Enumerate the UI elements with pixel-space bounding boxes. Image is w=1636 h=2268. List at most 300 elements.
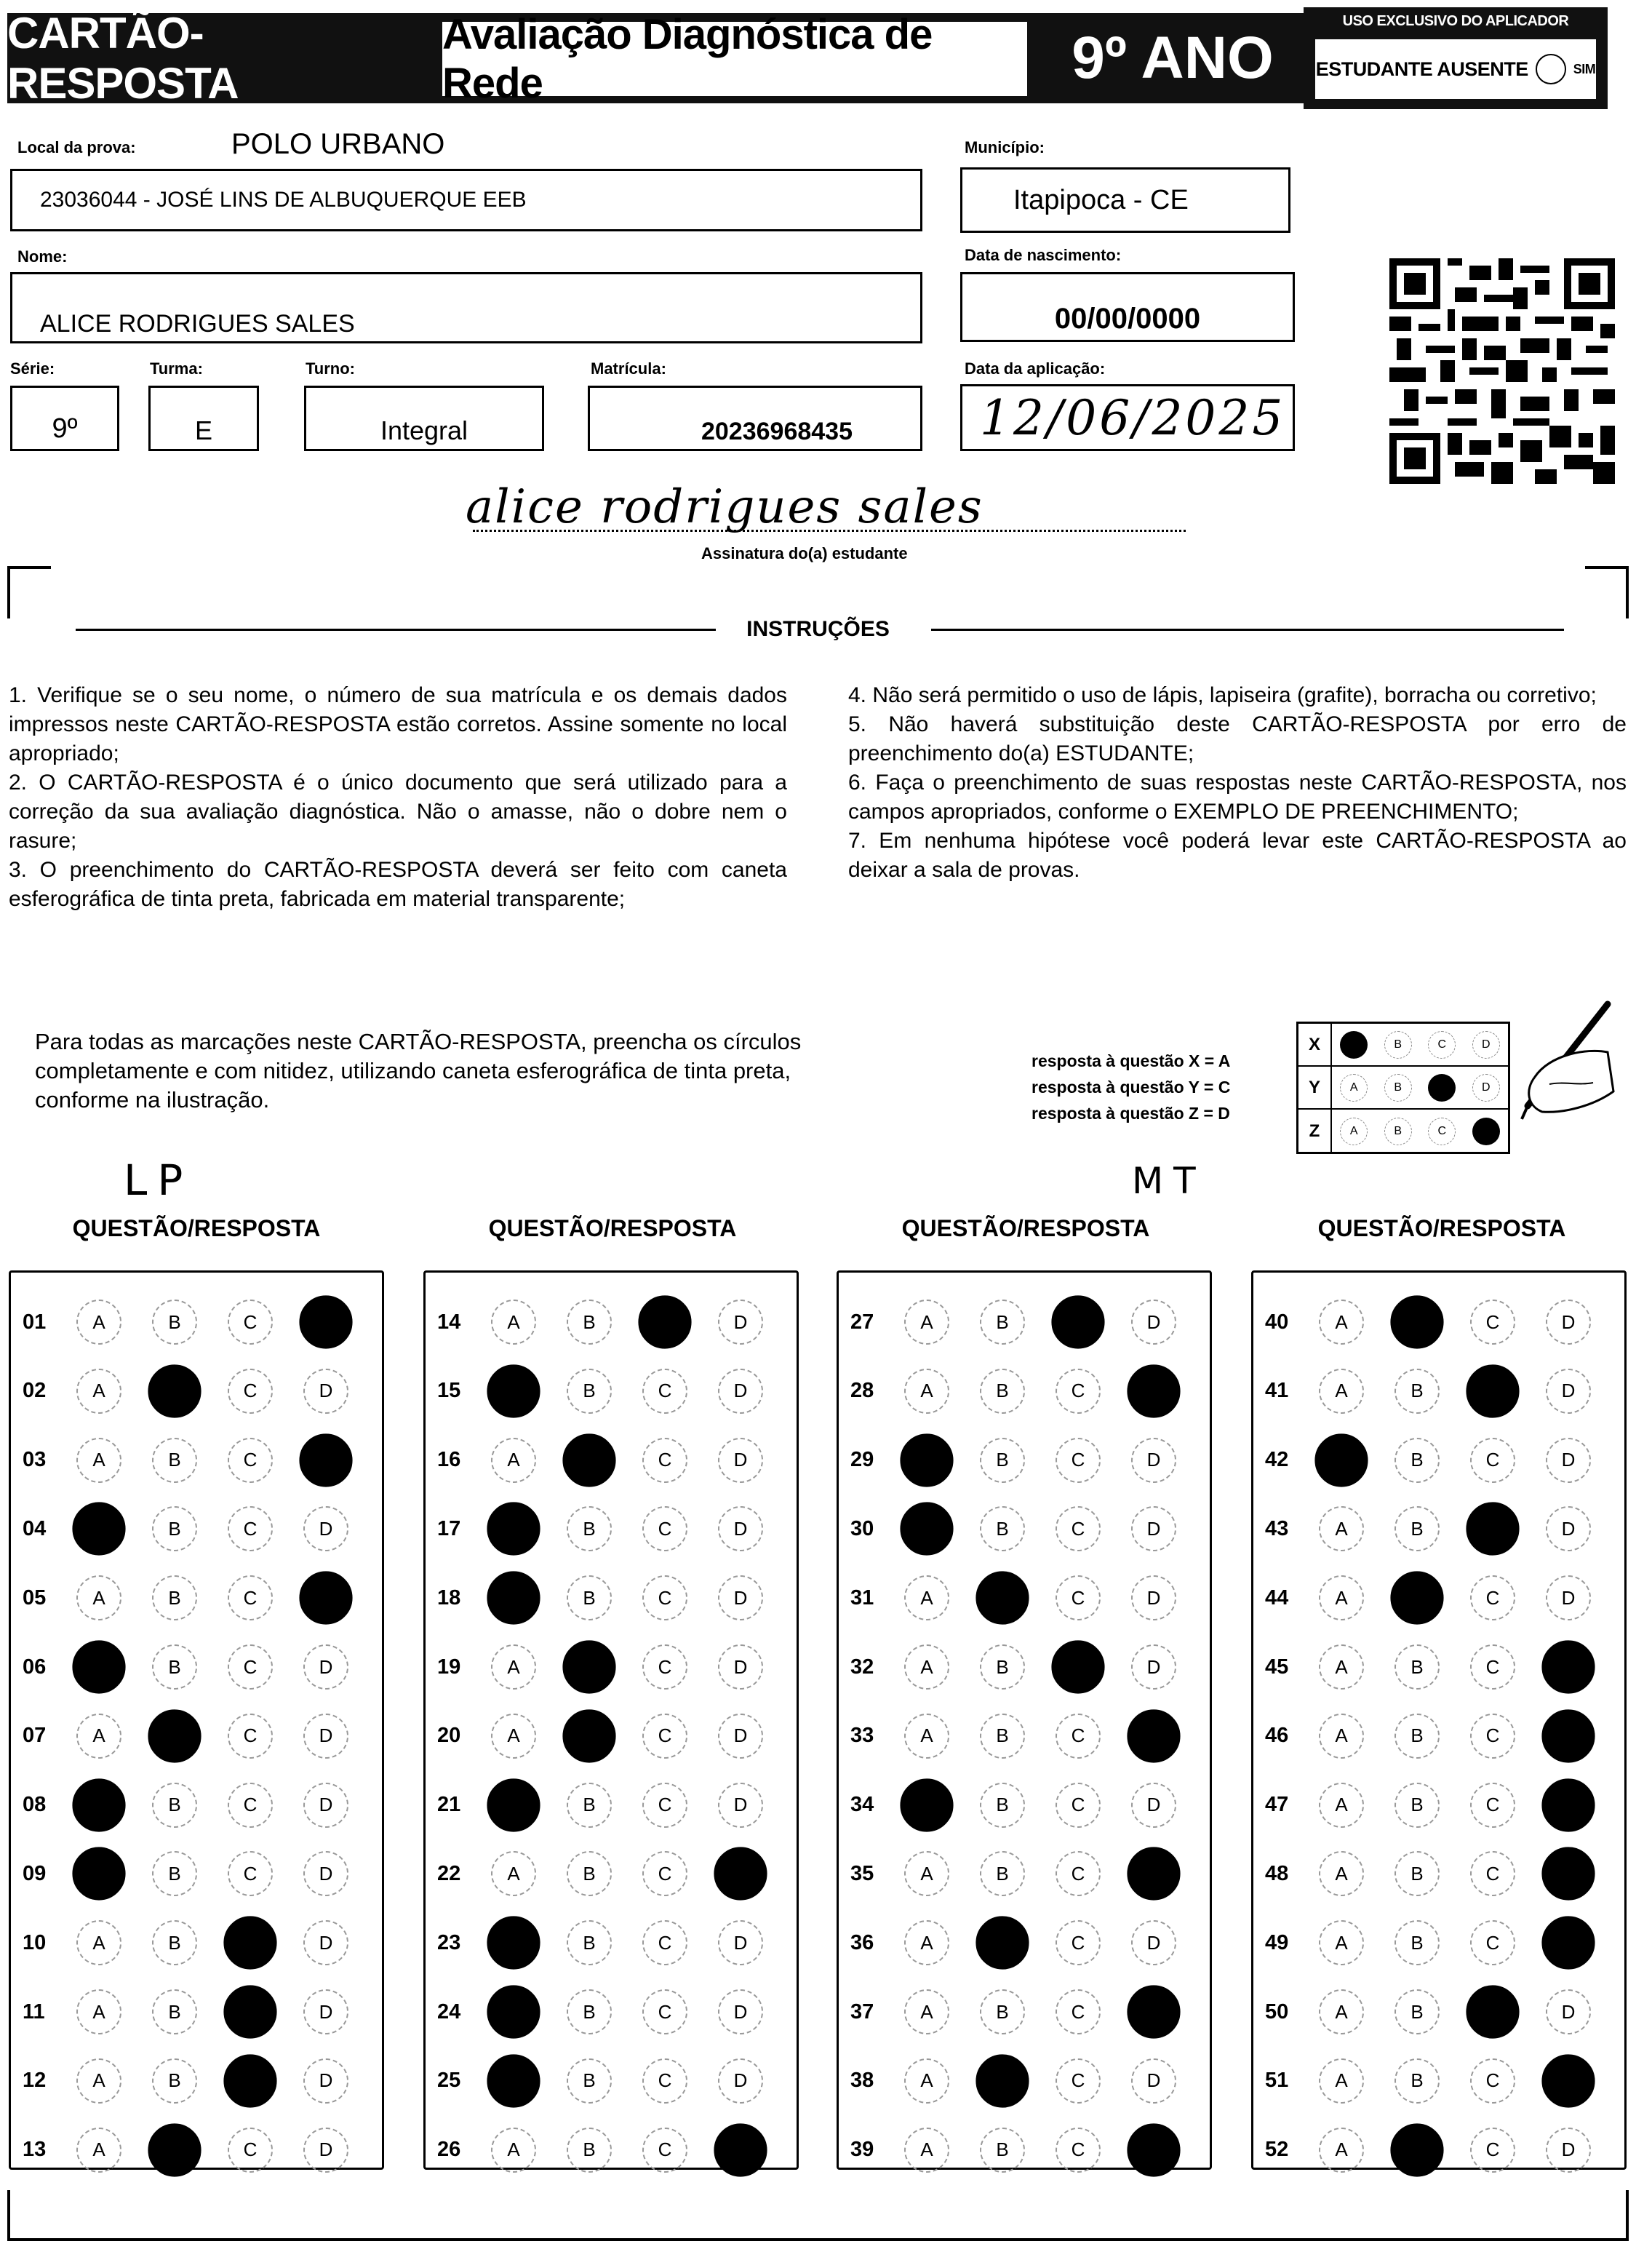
answer-row bbox=[426, 2046, 797, 2116]
answer-bubble-c[interactable]: C bbox=[1470, 1714, 1515, 1759]
example-bubble: A bbox=[1340, 1074, 1368, 1102]
question-number: 20 bbox=[437, 1724, 461, 1748]
answer-bubble-c[interactable]: C bbox=[642, 1920, 687, 1965]
answer-bubble-d[interactable]: D bbox=[718, 1989, 763, 2034]
answer-bubble-b[interactable]: B bbox=[567, 1920, 612, 1965]
answer-bubble-b[interactable]: B bbox=[567, 2128, 612, 2173]
example-bubble bbox=[1340, 1031, 1368, 1059]
answer-bubble-d[interactable]: D bbox=[718, 1714, 763, 1759]
answer-bubble-b[interactable]: B bbox=[1394, 1369, 1440, 1414]
answer-bubble-b[interactable]: B bbox=[980, 1300, 1025, 1345]
answer-bubble-a[interactable]: A bbox=[1319, 2058, 1364, 2104]
answer-bubble-c[interactable]: C bbox=[1051, 1295, 1104, 1348]
answer-bubble-d[interactable]: D bbox=[1541, 1847, 1595, 1901]
answer-bubble-c[interactable]: C bbox=[228, 1300, 273, 1345]
column-header-2: QUESTÃO/RESPOSTA bbox=[488, 1215, 737, 1241]
answer-bubble-d[interactable]: D bbox=[1131, 2058, 1176, 2104]
example-row bbox=[1298, 1067, 1508, 1110]
answer-bubble-a[interactable]: A bbox=[491, 1644, 536, 1690]
answer-row bbox=[426, 1701, 797, 1771]
answer-bubble-b[interactable]: B bbox=[1394, 1714, 1440, 1759]
column-header-4: QUESTÃO/RESPOSTA bbox=[1317, 1215, 1566, 1241]
answer-bubble-c[interactable]: C bbox=[1056, 2058, 1101, 2104]
question-number: 52 bbox=[1265, 2138, 1289, 2162]
answer-bubble-d[interactable]: D bbox=[718, 1783, 763, 1828]
answer-bubble-b[interactable]: B bbox=[567, 1783, 612, 1828]
answer-row bbox=[839, 1494, 1210, 1564]
answer-bubble-c[interactable]: C bbox=[1056, 1851, 1101, 1896]
answer-bubble-b[interactable]: B bbox=[1394, 1920, 1440, 1965]
nascimento-value: 00/00/0000 bbox=[1054, 303, 1201, 335]
question-number: 17 bbox=[437, 1516, 461, 1540]
answer-row bbox=[426, 1287, 797, 1357]
school-value: 23036044 - JOSÉ LINS DE ALBUQUERQUE EEB bbox=[40, 188, 527, 212]
question-number: 11 bbox=[23, 2000, 45, 2024]
answer-bubble-c[interactable]: C bbox=[228, 1438, 273, 1483]
question-number: 36 bbox=[850, 1930, 874, 1954]
answer-bubble-a[interactable]: A bbox=[904, 1851, 949, 1896]
answer-bubble-b[interactable]: B bbox=[562, 1433, 615, 1487]
answer-bubble-d[interactable]: D bbox=[1546, 1369, 1591, 1414]
answer-bubble-d[interactable]: D bbox=[718, 1920, 763, 1965]
answer-bubble-a[interactable]: A bbox=[904, 2058, 949, 2104]
answer-bubble-b[interactable]: B bbox=[152, 1920, 197, 1965]
answer-bubble-c[interactable]: C bbox=[1470, 1575, 1515, 1620]
answer-bubble-a[interactable]: A bbox=[491, 1300, 536, 1345]
answer-bubble-b[interactable]: B bbox=[562, 1709, 615, 1762]
question-number: 26 bbox=[437, 2138, 461, 2162]
answer-bubble-a[interactable]: A bbox=[487, 1778, 540, 1831]
answer-bubble-a[interactable]: A bbox=[1319, 1506, 1364, 1551]
answer-bubble-d[interactable]: D bbox=[1541, 1778, 1595, 1831]
answer-bubble-b[interactable]: B bbox=[980, 1438, 1025, 1483]
answer-bubble-c[interactable]: C bbox=[1470, 1851, 1515, 1896]
municipio-field bbox=[960, 167, 1290, 233]
answer-bubble-a[interactable]: A bbox=[904, 1575, 949, 1620]
answer-bubble-b[interactable]: B bbox=[1390, 1295, 1443, 1348]
answer-bubble-c[interactable]: C bbox=[1470, 1783, 1515, 1828]
answer-bubble-a[interactable]: A bbox=[1319, 1575, 1364, 1620]
answer-bubble-d[interactable]: D bbox=[714, 2123, 767, 2176]
answer-bubble-d[interactable]: D bbox=[303, 2128, 348, 2173]
answer-bubble-b[interactable]: B bbox=[1390, 1572, 1443, 1625]
answer-bubble-c[interactable]: C bbox=[223, 1985, 276, 2038]
answer-bubble-a[interactable]: A bbox=[72, 1778, 125, 1831]
local-label: Local da prova: bbox=[17, 138, 136, 156]
answer-bubble-d[interactable]: D bbox=[1127, 2123, 1180, 2176]
answer-bubble-a[interactable]: A bbox=[1319, 1851, 1364, 1896]
answer-bubble-a[interactable]: A bbox=[904, 2128, 949, 2173]
answer-bubble-c[interactable]: C bbox=[223, 2054, 276, 2107]
nascimento-field bbox=[960, 272, 1295, 342]
answer-bubble-c[interactable]: C bbox=[1056, 2128, 1101, 2173]
answer-bubble-a[interactable]: A bbox=[1314, 1433, 1368, 1487]
answer-row bbox=[1253, 1770, 1624, 1840]
answer-bubble-d[interactable]: D bbox=[1541, 1917, 1595, 1970]
answer-bubble-b[interactable]: B bbox=[975, 1917, 1029, 1970]
nome-field bbox=[10, 272, 922, 343]
answer-bubble-c[interactable]: C bbox=[1470, 1438, 1515, 1483]
answer-bubble-a[interactable]: A bbox=[491, 1851, 536, 1896]
answer-bubble-d[interactable]: D bbox=[299, 1295, 352, 1348]
signature-handwritten: alice rodrigues sales bbox=[466, 480, 983, 534]
qr-code bbox=[1389, 256, 1615, 486]
example-bubble: B bbox=[1384, 1074, 1412, 1102]
answer-bubble-a[interactable]: A bbox=[487, 1364, 540, 1417]
answer-bubble-c[interactable]: C bbox=[1056, 1438, 1101, 1483]
exam-title: Avaliação Diagnóstica de Rede bbox=[442, 22, 1027, 96]
answer-bubble-b[interactable]: B bbox=[1394, 1644, 1440, 1690]
answer-bubble-a[interactable]: A bbox=[900, 1433, 953, 1487]
question-number: 29 bbox=[850, 1448, 874, 1472]
question-number: 40 bbox=[1265, 1310, 1289, 1334]
answer-bubble-d[interactable]: D bbox=[303, 2058, 348, 2104]
answer-bubble-b[interactable]: B bbox=[975, 2054, 1029, 2107]
answer-bubble-c[interactable]: C bbox=[642, 1851, 687, 1896]
answer-bubble-a[interactable]: A bbox=[76, 1575, 121, 1620]
absent-bubble[interactable] bbox=[1536, 54, 1566, 84]
answer-bubble-c[interactable]: C bbox=[1466, 1364, 1519, 1417]
answer-bubble-a[interactable]: A bbox=[76, 2128, 121, 2173]
answer-bubble-d[interactable]: D bbox=[1131, 1575, 1176, 1620]
answer-bubble-c[interactable]: C bbox=[1470, 1300, 1515, 1345]
answer-row bbox=[11, 1563, 382, 1633]
answer-bubble-b[interactable]: B bbox=[152, 1506, 197, 1551]
instructions-left: 1. Verifique se o seu nome, o número de sua matrícula e os demais dados impressos neste CARTÃO-RESPOSTA estão corretos. Assine somente no local apropriado; 2. O CARTÃO-RESPOSTA é o único documento que será utilizado para a correção da sua avaliação diagnóstica. Não o amasse, não o dobre nem o rasure; 3. O preenchimento do CARTÃO-RESPOSTA deverá ser feito com caneta esferográfica de tinta preta, fabricada em material transparente; bbox=[9, 683, 787, 911]
answer-bubble-c[interactable]: C bbox=[642, 1714, 687, 1759]
answer-row bbox=[839, 1287, 1210, 1357]
local-value: POLO URBANO bbox=[231, 128, 445, 160]
frame-corner-tl bbox=[7, 566, 51, 618]
answer-bubble-b[interactable]: B bbox=[567, 1369, 612, 1414]
answer-bubble-d[interactable]: D bbox=[1131, 1644, 1176, 1690]
answer-row bbox=[11, 1632, 382, 1702]
answer-bubble-c[interactable]: C bbox=[1470, 2128, 1515, 2173]
answer-bubble-d[interactable]: D bbox=[1546, 1438, 1591, 1483]
answer-row bbox=[426, 1770, 797, 1840]
question-number: 32 bbox=[850, 1655, 874, 1679]
answer-bubble-b[interactable]: B bbox=[152, 1438, 197, 1483]
answer-row bbox=[11, 1701, 382, 1771]
answer-bubble-a[interactable]: A bbox=[1319, 1300, 1364, 1345]
answer-column-4 bbox=[1251, 1270, 1627, 2170]
answer-bubble-b[interactable]: B bbox=[152, 1575, 197, 1620]
answer-row bbox=[839, 1701, 1210, 1771]
answer-bubble-c[interactable]: C bbox=[1056, 1714, 1101, 1759]
answer-bubble-d[interactable]: D bbox=[303, 1644, 348, 1690]
answer-bubble-c[interactable]: C bbox=[638, 1295, 691, 1348]
answer-bubble-c[interactable]: C bbox=[642, 1369, 687, 1414]
answer-bubble-a[interactable]: A bbox=[72, 1847, 125, 1901]
answer-bubble-a[interactable]: A bbox=[1319, 1920, 1364, 1965]
answer-row bbox=[426, 2115, 797, 2185]
answer-bubble-a[interactable]: A bbox=[1319, 2128, 1364, 2173]
answer-bubble-d[interactable]: D bbox=[1541, 1640, 1595, 1693]
answer-bubble-a[interactable]: A bbox=[76, 1300, 121, 1345]
answer-bubble-d[interactable]: D bbox=[1546, 1300, 1591, 1345]
answer-bubble-b[interactable]: B bbox=[1394, 1851, 1440, 1896]
turno-field bbox=[304, 386, 544, 451]
answer-row bbox=[11, 1494, 382, 1564]
answer-bubble-d[interactable]: D bbox=[303, 1920, 348, 1965]
answer-row bbox=[839, 1425, 1210, 1495]
answer-bubble-b[interactable]: B bbox=[562, 1640, 615, 1693]
question-number: 24 bbox=[437, 2000, 461, 2024]
answer-bubble-b[interactable]: B bbox=[148, 1709, 201, 1762]
answer-bubble-a[interactable]: A bbox=[904, 1369, 949, 1414]
answer-bubble-c[interactable]: C bbox=[642, 1644, 687, 1690]
answer-bubble-d[interactable]: D bbox=[718, 2058, 763, 2104]
answer-bubble-d[interactable]: D bbox=[1131, 1783, 1176, 1828]
question-number: 31 bbox=[850, 1585, 874, 1610]
answer-column-1 bbox=[9, 1270, 384, 2170]
answer-bubble-c[interactable]: C bbox=[642, 1506, 687, 1551]
example-bubble: C bbox=[1428, 1031, 1456, 1059]
answer-bubble-b[interactable]: B bbox=[567, 1300, 612, 1345]
question-number: 15 bbox=[437, 1379, 461, 1403]
column-header-3: QUESTÃO/RESPOSTA bbox=[901, 1215, 1150, 1241]
answer-bubble-b[interactable]: B bbox=[152, 1300, 197, 1345]
answer-bubble-a[interactable]: A bbox=[76, 1920, 121, 1965]
answer-bubble-a[interactable]: A bbox=[76, 1714, 121, 1759]
answer-bubble-c[interactable]: C bbox=[1056, 1575, 1101, 1620]
answer-bubble-c[interactable]: C bbox=[642, 1575, 687, 1620]
question-number: 37 bbox=[850, 2000, 874, 2024]
answer-bubble-c[interactable]: C bbox=[1466, 1503, 1519, 1556]
answer-bubble-c[interactable]: C bbox=[228, 1644, 273, 1690]
nome-value: ALICE RODRIGUES SALES bbox=[40, 310, 355, 338]
answer-bubble-b[interactable]: B bbox=[1394, 1506, 1440, 1551]
answer-bubble-c[interactable]: C bbox=[642, 1783, 687, 1828]
question-number: 28 bbox=[850, 1379, 874, 1403]
answer-bubble-d[interactable]: D bbox=[303, 1714, 348, 1759]
answer-bubble-d[interactable]: D bbox=[718, 1300, 763, 1345]
answer-bubble-d[interactable]: D bbox=[718, 1644, 763, 1690]
answer-bubble-b[interactable]: B bbox=[1394, 1783, 1440, 1828]
question-number: 42 bbox=[1265, 1448, 1289, 1472]
answer-bubble-b[interactable]: B bbox=[152, 2058, 197, 2104]
answer-row bbox=[839, 1977, 1210, 2047]
answer-bubble-a[interactable]: A bbox=[76, 1369, 121, 1414]
answer-row bbox=[426, 1977, 797, 2047]
question-number: 39 bbox=[850, 2138, 874, 2162]
answer-bubble-a[interactable]: A bbox=[1319, 1989, 1364, 2034]
question-number: 07 bbox=[23, 1724, 47, 1748]
answer-bubble-b[interactable]: B bbox=[567, 1575, 612, 1620]
answer-bubble-a[interactable]: A bbox=[900, 1778, 953, 1831]
answer-bubble-a[interactable]: A bbox=[904, 1644, 949, 1690]
answer-bubble-c[interactable]: C bbox=[1470, 1920, 1515, 1965]
answer-bubble-b[interactable]: B bbox=[152, 1989, 197, 2034]
serie-label: Série: bbox=[10, 359, 55, 378]
answer-bubble-c[interactable]: C bbox=[1466, 1985, 1519, 2038]
answer-bubble-b[interactable]: B bbox=[980, 1644, 1025, 1690]
answer-bubble-b[interactable]: B bbox=[567, 2058, 612, 2104]
aplicacao-field bbox=[960, 384, 1295, 451]
answer-bubble-b[interactable]: B bbox=[980, 1851, 1025, 1896]
answer-bubble-d[interactable]: D bbox=[1127, 1709, 1180, 1762]
answer-bubble-b[interactable]: B bbox=[567, 1851, 612, 1896]
answer-bubble-c[interactable]: C bbox=[642, 1989, 687, 2034]
answer-bubble-c[interactable]: C bbox=[1051, 1640, 1104, 1693]
answer-bubble-d[interactable]: D bbox=[714, 1847, 767, 1901]
answer-bubble-c[interactable]: C bbox=[228, 1369, 273, 1414]
answer-bubble-d[interactable]: D bbox=[1131, 1506, 1176, 1551]
question-number: 22 bbox=[437, 1861, 461, 1885]
answer-bubble-a[interactable]: A bbox=[904, 1920, 949, 1965]
answer-bubble-b[interactable]: B bbox=[1390, 2123, 1443, 2176]
answer-bubble-a[interactable]: A bbox=[487, 1572, 540, 1625]
answer-bubble-a[interactable]: A bbox=[76, 1989, 121, 2034]
answer-bubble-a[interactable]: A bbox=[72, 1503, 125, 1556]
answer-bubble-a[interactable]: A bbox=[904, 1714, 949, 1759]
answer-bubble-d[interactable]: D bbox=[299, 1572, 352, 1625]
answer-bubble-a[interactable]: A bbox=[76, 1438, 121, 1483]
answer-bubble-d[interactable]: D bbox=[718, 1575, 763, 1620]
answer-bubble-a[interactable]: A bbox=[487, 1917, 540, 1970]
answer-bubble-b[interactable]: B bbox=[152, 1783, 197, 1828]
answer-bubble-d[interactable]: D bbox=[718, 1369, 763, 1414]
answer-bubble-d[interactable]: D bbox=[1131, 1438, 1176, 1483]
answer-row bbox=[1253, 2046, 1624, 2116]
answer-bubble-b[interactable]: B bbox=[567, 1506, 612, 1551]
answer-bubble-c[interactable]: C bbox=[1056, 1783, 1101, 1828]
example-bubble: D bbox=[1472, 1031, 1500, 1059]
answer-row bbox=[1253, 1701, 1624, 1771]
answer-bubble-a[interactable]: A bbox=[1319, 1783, 1364, 1828]
answer-bubble-a[interactable]: A bbox=[76, 2058, 121, 2104]
answer-bubble-d[interactable]: D bbox=[1127, 1364, 1180, 1417]
answer-bubble-d[interactable]: D bbox=[303, 1851, 348, 1896]
answer-bubble-d[interactable]: D bbox=[718, 1438, 763, 1483]
answer-bubble-b[interactable]: B bbox=[980, 1506, 1025, 1551]
answer-bubble-b[interactable]: B bbox=[1394, 1989, 1440, 2034]
answer-bubble-d[interactable]: D bbox=[1546, 1575, 1591, 1620]
applicator-caption: USO EXCLUSIVO DO APLICADOR bbox=[1342, 13, 1569, 29]
answer-bubble-b[interactable]: B bbox=[1394, 2058, 1440, 2104]
answer-bubble-b[interactable]: B bbox=[152, 1644, 197, 1690]
question-number: 25 bbox=[437, 2069, 461, 2093]
answer-bubble-d[interactable]: D bbox=[303, 1783, 348, 1828]
answer-bubble-a[interactable]: A bbox=[900, 1503, 953, 1556]
answer-bubble-d[interactable]: D bbox=[1131, 1300, 1176, 1345]
absent-option: SIM bbox=[1573, 61, 1596, 76]
question-number: 12 bbox=[23, 2069, 47, 2093]
answer-bubble-d[interactable]: D bbox=[1546, 1506, 1591, 1551]
question-number: 23 bbox=[437, 1930, 461, 1954]
answer-bubble-a[interactable]: A bbox=[72, 1640, 125, 1693]
answer-bubble-a[interactable]: A bbox=[487, 2054, 540, 2107]
answer-row bbox=[426, 1425, 797, 1495]
answer-column-3 bbox=[837, 1270, 1212, 2170]
answer-bubble-a[interactable]: A bbox=[1319, 1644, 1364, 1690]
answer-bubble-c[interactable]: C bbox=[228, 1506, 273, 1551]
answer-bubble-a[interactable]: A bbox=[904, 1989, 949, 2034]
answer-bubble-b[interactable]: B bbox=[148, 1364, 201, 1417]
answer-bubble-a[interactable]: A bbox=[487, 1985, 540, 2038]
question-number: 13 bbox=[23, 2138, 47, 2162]
answer-bubble-c[interactable]: C bbox=[642, 2058, 687, 2104]
answer-bubble-b[interactable]: B bbox=[980, 1369, 1025, 1414]
answer-bubble-b[interactable]: B bbox=[980, 2128, 1025, 2173]
answer-bubble-c[interactable]: C bbox=[228, 2128, 273, 2173]
answer-bubble-d[interactable]: D bbox=[1127, 1985, 1180, 2038]
matricula-field bbox=[588, 386, 922, 451]
answer-bubble-c[interactable]: C bbox=[642, 2128, 687, 2173]
answer-bubble-c[interactable]: C bbox=[1470, 2058, 1515, 2104]
answer-bubble-a[interactable]: A bbox=[1319, 1714, 1364, 1759]
answer-bubble-c[interactable]: C bbox=[1056, 1920, 1101, 1965]
answer-bubble-d[interactable]: D bbox=[303, 1506, 348, 1551]
answer-bubble-d[interactable]: D bbox=[1127, 1847, 1180, 1901]
answer-bubble-a[interactable]: A bbox=[1319, 1369, 1364, 1414]
answer-bubble-d[interactable]: D bbox=[299, 1433, 352, 1487]
question-number: 21 bbox=[437, 1793, 461, 1817]
legend-z: resposta à questão Z = D bbox=[1032, 1104, 1230, 1123]
answer-row bbox=[426, 1494, 797, 1564]
question-number: 05 bbox=[23, 1585, 47, 1610]
answer-bubble-a[interactable]: A bbox=[491, 1714, 536, 1759]
answer-bubble-d[interactable]: D bbox=[1541, 2054, 1595, 2107]
answer-row bbox=[1253, 1425, 1624, 1495]
answer-bubble-d[interactable]: D bbox=[718, 1506, 763, 1551]
answer-bubble-d[interactable]: D bbox=[1131, 1920, 1176, 1965]
example-bubble bbox=[1428, 1074, 1456, 1102]
answer-bubble-c[interactable]: C bbox=[223, 1917, 276, 1970]
answer-bubble-d[interactable]: D bbox=[303, 1989, 348, 2034]
frame-bottom-rule bbox=[7, 2238, 1629, 2241]
answer-bubble-d[interactable]: D bbox=[303, 1369, 348, 1414]
answer-bubble-c[interactable]: C bbox=[642, 1438, 687, 1483]
answer-bubble-c[interactable]: C bbox=[228, 1851, 273, 1896]
answer-bubble-b[interactable]: B bbox=[1394, 1438, 1440, 1483]
answer-row bbox=[1253, 1632, 1624, 1702]
example-bubble: D bbox=[1472, 1074, 1500, 1102]
answer-bubble-a[interactable]: A bbox=[487, 1503, 540, 1556]
applicator-box bbox=[1304, 7, 1608, 109]
answer-bubble-b[interactable]: B bbox=[975, 1572, 1029, 1625]
answer-bubble-b[interactable]: B bbox=[980, 1783, 1025, 1828]
answer-bubble-a[interactable]: A bbox=[491, 2128, 536, 2173]
answer-bubble-c[interactable]: C bbox=[228, 1783, 273, 1828]
answer-bubble-c[interactable]: C bbox=[1470, 1644, 1515, 1690]
serie-value: 9º bbox=[52, 413, 78, 444]
aplicacao-value: 12/06/2025 bbox=[980, 389, 1286, 446]
answer-bubble-b[interactable]: B bbox=[148, 2123, 201, 2176]
answer-bubble-a[interactable]: A bbox=[904, 1300, 949, 1345]
answer-bubble-c[interactable]: C bbox=[1056, 1369, 1101, 1414]
answer-bubble-c[interactable]: C bbox=[228, 1575, 273, 1620]
answer-bubble-d[interactable]: D bbox=[1546, 2128, 1591, 2173]
answer-bubble-b[interactable]: B bbox=[980, 1989, 1025, 2034]
question-number: 16 bbox=[437, 1448, 461, 1472]
answer-bubble-b[interactable]: B bbox=[980, 1714, 1025, 1759]
example-bubble: A bbox=[1340, 1118, 1368, 1145]
example-row bbox=[1298, 1110, 1508, 1153]
answer-bubble-d[interactable]: D bbox=[1541, 1709, 1595, 1762]
answer-bubble-b[interactable]: B bbox=[567, 1989, 612, 2034]
answer-bubble-c[interactable]: C bbox=[228, 1714, 273, 1759]
answer-row bbox=[839, 1632, 1210, 1702]
answer-row bbox=[11, 1425, 382, 1495]
example-bubble: C bbox=[1428, 1118, 1456, 1145]
question-number: 48 bbox=[1265, 1861, 1289, 1885]
answer-bubble-a[interactable]: A bbox=[491, 1438, 536, 1483]
answer-bubble-d[interactable]: D bbox=[1546, 1989, 1591, 2034]
answer-bubble-b[interactable]: B bbox=[152, 1851, 197, 1896]
answer-bubble-c[interactable]: C bbox=[1056, 1506, 1101, 1551]
answer-bubble-c[interactable]: C bbox=[1056, 1989, 1101, 2034]
